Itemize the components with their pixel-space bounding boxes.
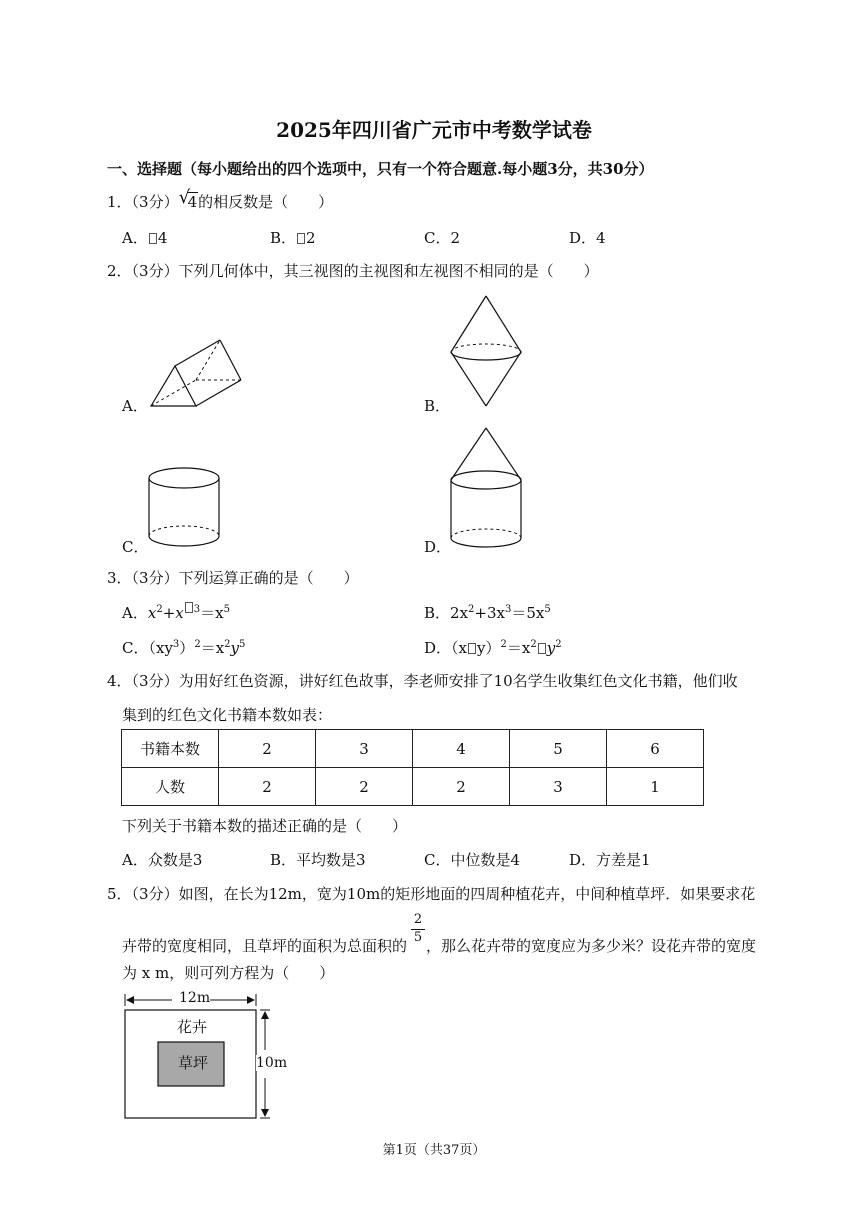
question-5-line1: 5．（3分）如图，在长为12m，宽为10m的矩形地面的四周种植花卉，中间种植草坪．如果要求花 (107, 885, 756, 903)
missing-glyph-box (185, 602, 193, 613)
books-table (121, 729, 704, 806)
question-1-stem (107, 187, 334, 212)
question-4-question: 下列关于书籍本数的描述正确的是（ ） (122, 817, 408, 835)
triangular-prism-figure (148, 338, 244, 410)
question-3-stem: 3．（3分）下列运算正确的是（ ） (107, 569, 359, 587)
table-cell: 2 (316, 768, 413, 806)
table-cell: 2 (413, 768, 510, 806)
section-heading: 一、选择题（每小题给出的四个选项中，只有一个符合题意.每小题3分，共30分） (107, 160, 654, 178)
q1-suffix: 的相反数是（ ） (198, 193, 334, 211)
table-row (122, 768, 704, 806)
table-cell: 5 (510, 730, 607, 768)
table-cell: 2 (219, 768, 316, 806)
fraction-two-fifths (411, 912, 425, 945)
q3-option-c[interactable]: C．$(xy^3)^2=x^2y^5$ (122, 639, 246, 657)
question-4-stem-line2: 集到的红色文化书籍本数如表： (122, 706, 333, 724)
fraction-denominator: 5 (413, 930, 423, 945)
table-cell: 4 (413, 730, 510, 768)
q4-option-b[interactable]: B．平均数是3 (270, 851, 366, 869)
q2-option-b[interactable]: B． (424, 397, 451, 415)
fraction-numerator: 2 (413, 912, 423, 927)
missing-glyph-box (149, 233, 157, 244)
double-cone-figure (448, 294, 524, 408)
q1-option-b[interactable]: B． 2 (270, 229, 316, 247)
q4-option-d[interactable]: D．方差是1 (569, 851, 651, 869)
q1-option-a[interactable]: A． 4 (122, 229, 168, 247)
missing-glyph-box (468, 643, 476, 654)
table-header-cell: 书籍本数 (122, 730, 219, 768)
q2-option-a[interactable]: A． (122, 397, 148, 415)
q1-radicand: 4 (187, 193, 198, 211)
cylinder-figure (146, 466, 222, 550)
table-cell: 3 (316, 730, 413, 768)
page-footer: 第1页（共37页） (382, 1143, 486, 1158)
question-4-stem-line1: 4．（3分）为用好红色资源，讲好红色故事，李老师安排了10名学生收集红色文化书籍，他们收 (107, 672, 738, 690)
table-cell: 1 (607, 768, 704, 806)
q2-option-c[interactable]: C． (122, 538, 149, 556)
height-label: 10m (256, 1055, 288, 1071)
table-cell: 2 (219, 730, 316, 768)
q3-option-a[interactable]: A．$x^2+x$ $^3=x^5$ (122, 604, 230, 622)
question-5-line2b: ，那么花卉带的宽度应为多少米？设花卉带的宽度 (426, 937, 757, 955)
question-2-stem: 2．（3分）下列几何体中，其三视图的主视图和左视图不相同的是（ ） (107, 262, 599, 280)
q3-option-b[interactable]: B．$2x^2+3x^3=5x^5$ (424, 604, 551, 622)
missing-glyph-box (297, 233, 305, 244)
cone-on-cylinder-figure (448, 426, 524, 552)
q3-option-d[interactable]: D．（x $y)^2=x^2$ $y^2$ (424, 639, 562, 657)
table-cell: 6 (607, 730, 704, 768)
question-5-line2a: 卉带的宽度相同，且草坪的面积为总面积的 (122, 937, 408, 955)
q1-option-d[interactable]: D．4 (569, 229, 606, 247)
lawn-label: 草坪 (178, 1054, 209, 1072)
table-row (122, 730, 704, 768)
q4-option-c[interactable]: C．中位数是4 (424, 851, 521, 869)
width-label: 12m (179, 990, 211, 1006)
missing-glyph-box (538, 643, 546, 654)
q1-option-c[interactable]: C．2 (424, 229, 461, 247)
table-cell: 3 (510, 768, 607, 806)
page-title: 2025年四川省广元市中考数学试卷 (276, 118, 592, 142)
question-5-line3: 为 x m，则可列方程为（ ） (122, 964, 335, 982)
q2-option-d[interactable]: D． (424, 538, 452, 556)
q4-option-a[interactable]: A．众数是3 (122, 851, 203, 869)
sqrt-symbol: √ 4 (178, 187, 198, 211)
flower-bed-label: 花卉 (177, 1018, 208, 1036)
q1-prefix: 1．（3分） (107, 193, 179, 211)
table-header-cell: 人数 (122, 768, 219, 806)
